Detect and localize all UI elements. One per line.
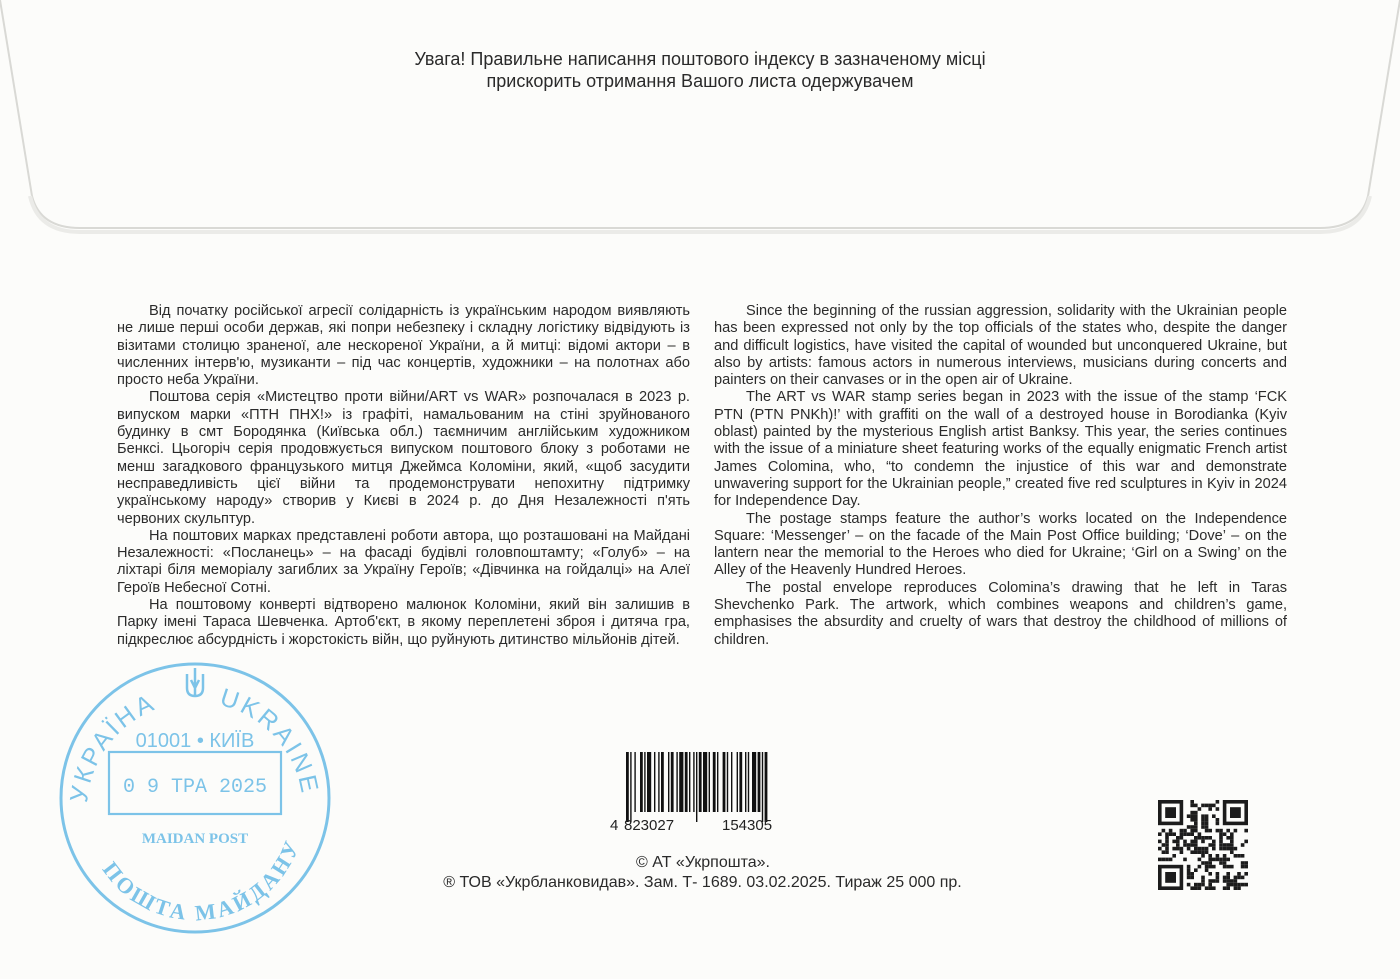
paragraph: The ART vs WAR stamp series began in 2023 with the issue of the stamp ‘FCK PTN (PTN PNKh)!’ with graffiti on the wall of a destroyed house in Borodianka (Kyiv oblast) painted by the mysterious English artist Banksy. This year, the series continues with the issue of a miniature sheet featuring works of the equally enigmatic French artist James Colomina, who, “to condemn the injustice of this war and demonstrate unwavering support for the Ukrainian people,” created five red sculptures in Kyiv in 2024 for Independence Day. — [714, 389, 1287, 510]
barcode-bar — [758, 752, 761, 812]
qr-module — [1241, 861, 1245, 865]
qr-module — [1190, 840, 1194, 844]
qr-module — [1190, 876, 1194, 880]
qr-module — [1187, 832, 1191, 836]
qr-module — [1190, 818, 1194, 822]
qr-module — [1194, 804, 1198, 808]
qr-module — [1198, 886, 1202, 890]
postmark-stamp — [57, 660, 333, 936]
qr-module — [1180, 847, 1184, 851]
qr-module — [1205, 829, 1209, 833]
qr-module — [1198, 865, 1202, 869]
qr-module — [1230, 836, 1234, 840]
paragraph: The postage stamps feature the author’s works located on the Independence Square: ‘Messenger’ – on the facade of the Main Post Office building; ‘Dove’ – on the lantern near the memorial to the Heroes who died for Ukraine; ‘Girl on a Swing’ on the Alley of the Heavenly Hundred Heroes. — [714, 510, 1287, 579]
qr-module — [1212, 814, 1216, 818]
qr-module — [1165, 843, 1169, 847]
qr-module — [1234, 854, 1238, 858]
postal-code-notice — [0, 48, 1400, 92]
barcode-bar — [689, 752, 690, 812]
qr-module — [1244, 865, 1248, 869]
barcode-digits-right: 154305 — [722, 817, 773, 834]
qr-module — [1201, 847, 1205, 851]
qr-module — [1205, 818, 1209, 822]
qr-module — [1198, 883, 1202, 887]
barcode-bar — [647, 752, 651, 812]
qr-module — [1208, 843, 1212, 847]
qr-module — [1205, 886, 1209, 890]
postmark-ring-bottom: ПОШТА МАЙДАНУ — [97, 834, 306, 926]
qr-module — [1176, 847, 1180, 851]
qr-module — [1234, 879, 1238, 883]
qr-module — [1205, 861, 1209, 865]
qr-module — [1201, 804, 1205, 808]
paragraph: The postal envelope reproduces Colomina’s drawing that he left in Taras Shevchenko Park. The artwork, which combines weapons and children’s game, emphasises the absurdity and cruelty of wars that destroy the childhood of millions of children. — [714, 579, 1287, 648]
qr-module — [1212, 840, 1216, 844]
qr-module — [1172, 840, 1176, 844]
qr-module — [1180, 829, 1184, 833]
qr-module — [1198, 847, 1202, 851]
qr-module — [1158, 840, 1162, 844]
qr-module — [1230, 850, 1234, 854]
qr-module — [1223, 843, 1227, 847]
qr-module — [1201, 825, 1205, 829]
paragraph: Від початку російської агресії солідарність із українським народом виявляють не лише перші особи держав, які попри небезпеку і складну логістику відвідують із візитами столицю зраненої, але нескореної України, а й митці: відомі актори – в численних інтерв'ю, музиканти – під час концертів, художники – на полотнах або просто неба України. — [117, 303, 690, 389]
qr-module — [1162, 850, 1166, 854]
qr-module — [1198, 850, 1202, 854]
qr-module — [1169, 829, 1173, 833]
notice-line-1: Увага! Правильне написання поштового індексу в зазначеному місці — [414, 49, 986, 69]
qr-module — [1208, 886, 1212, 890]
qr-module — [1172, 832, 1176, 836]
qr-module — [1226, 879, 1230, 883]
qr-module — [1223, 879, 1227, 883]
qr-module — [1187, 814, 1191, 818]
qr-module — [1216, 800, 1220, 804]
qr-module — [1190, 811, 1194, 815]
envelope-flap — [0, 0, 1400, 240]
qr-module — [1190, 825, 1194, 829]
barcode-bar — [668, 752, 669, 812]
qr-module — [1198, 832, 1202, 836]
qr-module — [1205, 868, 1209, 872]
qr-module — [1165, 850, 1169, 854]
qr-module — [1194, 886, 1198, 890]
qr-module — [1226, 872, 1230, 876]
qr-module — [1201, 818, 1205, 822]
qr-module — [1187, 825, 1191, 829]
qr-module — [1212, 886, 1216, 890]
qr-module — [1183, 843, 1187, 847]
qr-module — [1226, 876, 1230, 880]
qr-module — [1190, 800, 1194, 804]
qr-module — [1230, 847, 1234, 851]
barcode-bar — [703, 752, 707, 812]
qr-module — [1187, 843, 1191, 847]
qr-module — [1201, 822, 1205, 826]
qr-module — [1205, 836, 1209, 840]
qr-module — [1230, 879, 1234, 883]
qr-module — [1230, 883, 1234, 887]
qr-module — [1201, 814, 1205, 818]
qr-module — [1162, 858, 1166, 862]
qr-module — [1216, 829, 1220, 833]
qr-module — [1187, 868, 1191, 872]
paragraph: На поштовому конверті відтворено малюнок Коломіни, який він залишив в Парку імені Тараса Шевченка. Артоб'єкт, в якому переплетені зброя і дитяча гра, підкреслює абсурдність і жорстокість війн, що руйнують дитинство мільйонів дітей. — [117, 597, 690, 648]
qr-module — [1172, 854, 1176, 858]
qr-module — [1226, 858, 1230, 862]
qr-module — [1208, 861, 1212, 865]
qr-module — [1194, 883, 1198, 887]
qr-module — [1205, 865, 1209, 869]
barcode-bar — [762, 752, 763, 822]
qr-module — [1223, 861, 1227, 865]
qr-module — [1205, 804, 1209, 808]
barcode-bar — [727, 752, 728, 812]
qr-module — [1194, 836, 1198, 840]
barcode-bar — [630, 752, 631, 822]
qr-module — [1165, 836, 1169, 840]
barcode-bar — [765, 752, 768, 822]
postmark-label: MAIDAN POST — [141, 831, 249, 847]
qr-module — [1216, 818, 1220, 822]
barcode-bar — [676, 752, 677, 812]
barcode-bar — [679, 752, 683, 812]
qr-module — [1241, 865, 1245, 869]
qr-module — [1234, 883, 1238, 887]
barcode-bar — [634, 752, 635, 812]
barcode-digit-prefix: 4 — [610, 817, 619, 834]
qr-module — [1190, 886, 1194, 890]
qr-module — [1241, 883, 1245, 887]
qr-module — [1165, 872, 1176, 883]
qr-module — [1216, 872, 1220, 876]
qr-module — [1201, 861, 1205, 865]
qr-module — [1176, 840, 1180, 844]
qr-module — [1201, 854, 1205, 858]
qr-module — [1201, 840, 1205, 844]
qr-module — [1230, 840, 1234, 844]
qr-module — [1216, 807, 1220, 811]
qr-module — [1230, 807, 1241, 818]
qr-module — [1219, 836, 1223, 840]
qr-module — [1223, 832, 1227, 836]
qr-module — [1226, 865, 1230, 869]
paragraph: Поштова серія «Мистецтво проти війни/ART vs WAR» розпочалася в 2023 р. випуском марки «ПТН ПНХ!» із графіті, намальованим на стіні зруйнованого будинку в смт Бородянка (Київська обл.) таємничим англійським художником Бенксі. Цьогоріч серія продовжується випуском поштового блоку з роботами не менш загадкового французького митця Джеймса Коломіни, який, «щоб засудити несправедливість цієї війни та продемонструвати непохитну підтримку українському народу» створив у Києві в 2024 р. до Дня Незалежності п'ять червоних скульптур. — [117, 389, 690, 527]
qr-module — [1165, 807, 1176, 818]
qr-module — [1208, 829, 1212, 833]
qr-module — [1201, 836, 1205, 840]
qr-module — [1208, 865, 1212, 869]
qr-module — [1201, 876, 1205, 880]
qr-module — [1176, 843, 1180, 847]
qr-module — [1208, 883, 1212, 887]
qr-module — [1234, 847, 1238, 851]
qr-module — [1244, 840, 1248, 844]
qr-module — [1208, 858, 1212, 862]
qr-module — [1158, 847, 1162, 851]
qr-module — [1212, 843, 1216, 847]
barcode-bar — [731, 752, 732, 812]
qr-module — [1194, 840, 1198, 844]
qr-module — [1158, 832, 1162, 836]
qr-module — [1219, 843, 1223, 847]
barcode-bar — [713, 752, 716, 812]
qr-module — [1183, 829, 1187, 833]
qr-module — [1194, 850, 1198, 854]
barcode-bar — [671, 752, 674, 812]
barcode-bar — [640, 752, 643, 812]
qr-module — [1237, 883, 1241, 887]
barcode-bar — [737, 752, 738, 812]
qr-module — [1216, 822, 1220, 826]
barcode-bar — [717, 752, 718, 812]
qr-module — [1208, 879, 1212, 883]
qr-module — [1190, 832, 1194, 836]
qr-module — [1226, 847, 1230, 851]
qr-module — [1205, 850, 1209, 854]
qr-module — [1237, 872, 1241, 876]
qr-module — [1219, 861, 1223, 865]
barcode-bar — [745, 752, 746, 812]
qr-module — [1216, 858, 1220, 862]
qr-module — [1244, 883, 1248, 887]
qr-module — [1244, 861, 1248, 865]
english-text-column — [714, 303, 1287, 649]
qr-module — [1219, 858, 1223, 862]
qr-module — [1172, 847, 1176, 851]
barcode-bar — [685, 752, 688, 812]
qr-module — [1244, 829, 1248, 833]
ukrainian-text-column — [117, 303, 690, 649]
qr-module — [1237, 854, 1241, 858]
qr-module — [1208, 836, 1212, 840]
qr-module — [1216, 879, 1220, 883]
qr-module — [1187, 872, 1191, 876]
qr-module — [1208, 872, 1212, 876]
postmark-location: 01001 • КИЇВ — [135, 730, 255, 752]
qr-module — [1208, 804, 1212, 808]
qr-module — [1165, 840, 1169, 844]
barcode-bar — [661, 752, 664, 812]
qr-module — [1165, 832, 1169, 836]
qr-module — [1212, 804, 1216, 808]
qr-module — [1190, 843, 1194, 847]
qr-module — [1183, 858, 1187, 862]
qr-module — [1234, 876, 1238, 880]
qr-module — [1187, 883, 1191, 887]
barcode-bar — [752, 752, 756, 812]
qr-module — [1187, 876, 1191, 880]
qr-module — [1212, 865, 1216, 869]
postmark-ring-top: УКРАЇНА — [65, 688, 161, 805]
qr-module — [1194, 847, 1198, 851]
paragraph: Since the beginning of the russian aggression, solidarity with the Ukrainian people has been expressed not only by the top officials of the states who, despite the danger and difficult logistics, have visited the capital of wounded but unconquered Ukraine, but also by artists: famous actors in numerous interviews, musicians during concerts and painters on their canvases or in the open air of Ukraine. — [714, 303, 1287, 389]
qr-module — [1205, 814, 1209, 818]
qr-module — [1241, 854, 1245, 858]
qr-module — [1169, 858, 1173, 862]
qr-module — [1226, 829, 1230, 833]
qr-module — [1198, 807, 1202, 811]
qr-module — [1190, 814, 1194, 818]
qr-module — [1205, 825, 1209, 829]
qr-module — [1194, 868, 1198, 872]
barcode-bar — [626, 752, 629, 822]
barcode-bar — [658, 752, 659, 812]
qr-module — [1194, 822, 1198, 826]
qr-module — [1208, 807, 1212, 811]
qr-module — [1180, 836, 1184, 840]
qr-module — [1219, 840, 1223, 844]
qr-module — [1190, 804, 1194, 808]
qr-module — [1223, 886, 1227, 890]
qr-module — [1180, 850, 1184, 854]
qr-module — [1223, 858, 1227, 862]
barcode-bar — [709, 752, 710, 812]
qr-module — [1165, 847, 1169, 851]
barcode-bar — [644, 752, 645, 812]
qr-module — [1201, 879, 1205, 883]
qr-module — [1219, 832, 1223, 836]
qr-module — [1194, 825, 1198, 829]
qr-module — [1241, 876, 1245, 880]
qr-module — [1205, 847, 1209, 851]
qr-module — [1226, 843, 1230, 847]
barcode-bar — [654, 752, 655, 812]
credit-line-1: © АТ «Укрпошта». — [636, 854, 770, 871]
credit-line-2: ® ТОВ «Укрбланковидав». Зам. Т- 1689. 03.02.2025. Тираж 25 000 пр. — [443, 874, 962, 891]
qr-module — [1190, 829, 1194, 833]
qr-module — [1183, 832, 1187, 836]
qr-module — [1165, 858, 1169, 862]
qr-module — [1226, 886, 1230, 890]
qr-module — [1190, 872, 1194, 876]
notice-line-2: прискорить отримання Вашого листа одержувачем — [486, 71, 914, 91]
barcode-bar — [696, 752, 697, 822]
qr-module — [1223, 854, 1227, 858]
postmark-date: 0 9 ТРА 2025 — [122, 776, 268, 799]
qr-module — [1237, 876, 1241, 880]
qr-module — [1162, 829, 1166, 833]
qr-module — [1201, 850, 1205, 854]
barcode-bar — [699, 752, 702, 812]
trident-icon — [187, 668, 203, 696]
qr-module — [1194, 818, 1198, 822]
qr-module — [1226, 836, 1230, 840]
qr-module — [1198, 836, 1202, 840]
qr-module — [1216, 876, 1220, 880]
qr-module — [1180, 832, 1184, 836]
qr-module — [1244, 872, 1248, 876]
qr-module — [1190, 850, 1194, 854]
qr-module — [1212, 858, 1216, 862]
qr-module — [1169, 832, 1173, 836]
qr-module — [1158, 858, 1162, 862]
qr-module — [1194, 843, 1198, 847]
paragraph: На поштових марках представлені роботи автора, що розташовані на Майдані Незалежності: «Посланець» – на фасаді будівлі головпоштамту; «Голуб» – на ліхтарі біля меморіалу загиблих за Україну Героїв; «Дівчинка на гойдалці» на Алеї Героїв Небесної Сотні. — [117, 527, 690, 596]
qr-module — [1226, 883, 1230, 887]
qr-module — [1162, 843, 1166, 847]
qr-module — [1201, 883, 1205, 887]
barcode-bar — [723, 752, 726, 812]
qr-module — [1223, 876, 1227, 880]
qr-module — [1176, 836, 1180, 840]
qr-module — [1219, 847, 1223, 851]
qr-module — [1194, 814, 1198, 818]
qr-module — [1230, 832, 1234, 836]
qr-module — [1187, 865, 1191, 869]
qr-module — [1216, 854, 1220, 858]
qr-module — [1234, 829, 1238, 833]
qr-module — [1212, 879, 1216, 883]
qr-module — [1205, 822, 1209, 826]
barcode-bar — [739, 752, 742, 812]
qr-module — [1194, 811, 1198, 815]
barcode-digits-left: 823027 — [624, 817, 675, 834]
qr-module — [1194, 829, 1198, 833]
barcode-bar — [748, 752, 749, 812]
qr-module — [1230, 843, 1234, 847]
qr-module — [1219, 829, 1223, 833]
barcode-bar — [693, 752, 694, 812]
qr-module — [1241, 843, 1245, 847]
qr-module — [1237, 886, 1241, 890]
qr-module — [1187, 847, 1191, 851]
qr-module — [1183, 840, 1187, 844]
qr-module — [1223, 865, 1227, 869]
qr-code — [1158, 800, 1248, 890]
barcode — [610, 752, 810, 844]
qr-module — [1223, 847, 1227, 851]
qr-module — [1198, 858, 1202, 862]
qr-module — [1234, 886, 1238, 890]
qr-module — [1230, 865, 1234, 869]
postmark-ring-top-right: UKRAINE — [216, 683, 325, 798]
qr-module — [1212, 847, 1216, 851]
qr-module — [1208, 854, 1212, 858]
